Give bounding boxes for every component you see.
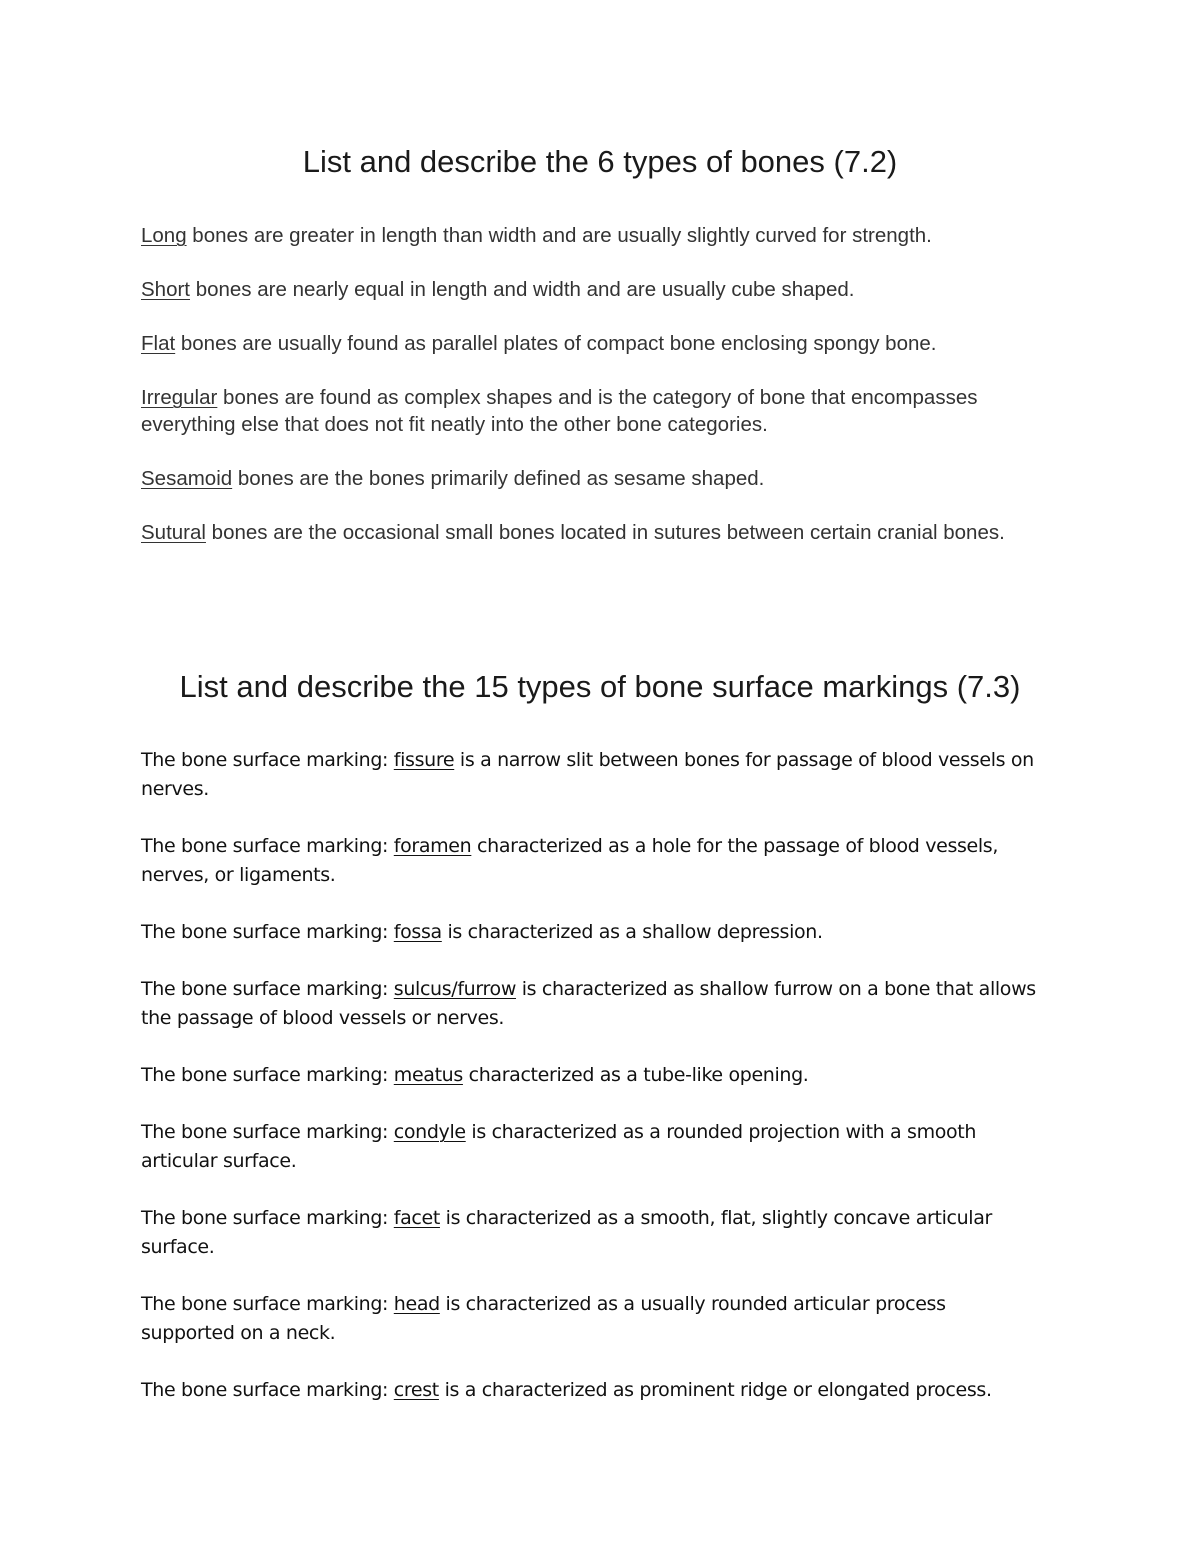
surface-marking-item bbox=[141, 975, 1041, 1033]
surface-marking-prefix: The bone surface marking: bbox=[141, 835, 394, 857]
surface-marking-item bbox=[141, 1290, 1041, 1348]
surface-marking-description: characterized as a tube-like opening. bbox=[462, 1064, 809, 1086]
bone-type-item bbox=[141, 330, 1071, 357]
surface-marking-term: head bbox=[393, 1293, 440, 1315]
surface-marking-prefix: The bone surface marking: bbox=[141, 978, 394, 1000]
surface-marking-description: is characterized as a usually rounded articular process supported on a neck. bbox=[141, 1293, 946, 1344]
surface-marking-description: is a characterized as prominent ridge or elongated process. bbox=[438, 1379, 992, 1401]
surface-marking-item bbox=[141, 1204, 1041, 1262]
surface-marking-prefix: The bone surface marking: bbox=[141, 1207, 394, 1229]
surface-marking-prefix: The bone surface marking: bbox=[141, 749, 394, 771]
bone-type-description: bones are usually found as parallel plates of compact bone enclosing spongy bone. bbox=[175, 332, 937, 355]
surface-marking-item bbox=[141, 746, 1041, 804]
bone-type-term: Flat bbox=[141, 332, 176, 355]
surface-marking-description: is a narrow slit between bones for passage of blood vessels on nerves. bbox=[141, 749, 1034, 800]
surface-marking-term: fossa bbox=[393, 921, 442, 943]
surface-marking-prefix: The bone surface marking: bbox=[141, 921, 394, 943]
bone-type-description: bones are the occasional small bones located in sutures between certain cranial bones. bbox=[205, 521, 1005, 544]
surface-marking-item bbox=[141, 1061, 1041, 1090]
bone-type-term: Long bbox=[141, 224, 187, 247]
surface-marking-item bbox=[141, 1118, 1041, 1176]
surface-marking-term: foramen bbox=[393, 835, 472, 857]
bone-type-term: Irregular bbox=[141, 386, 218, 409]
surface-marking-prefix: The bone surface marking: bbox=[141, 1064, 394, 1086]
bone-type-item bbox=[141, 519, 1071, 546]
bone-type-description: bones are nearly equal in length and width and are usually cube shaped. bbox=[190, 278, 855, 301]
surface-marking-description: is characterized as a rounded projection with a smooth articular surface. bbox=[141, 1121, 977, 1172]
surface-marking-term: facet bbox=[393, 1207, 440, 1229]
surface-marking-term: sulcus/furrow bbox=[393, 978, 517, 1000]
section-1-heading: List and describe the 6 types of bones (7.2) bbox=[302, 144, 898, 179]
surface-marking-description: is characterized as a shallow depression. bbox=[441, 921, 823, 943]
bone-type-term: Sesamoid bbox=[141, 467, 233, 490]
surface-marking-description: is characterized as shallow furrow on a bone that allows the passage of blood vessels or nerves. bbox=[141, 978, 1036, 1029]
surface-marking-item bbox=[141, 918, 1041, 947]
surface-marking-term: crest bbox=[393, 1379, 439, 1401]
bone-type-item bbox=[141, 222, 1071, 249]
surface-marking-item bbox=[141, 832, 1041, 890]
surface-markings-list bbox=[141, 746, 1041, 1433]
surface-marking-description: is characterized as a smooth, flat, slightly concave articular surface. bbox=[141, 1207, 992, 1258]
bone-type-item bbox=[141, 384, 1071, 438]
surface-marking-term: condyle bbox=[393, 1121, 466, 1143]
bone-type-item bbox=[141, 465, 1071, 492]
surface-marking-prefix: The bone surface marking: bbox=[141, 1121, 394, 1143]
bone-types-list bbox=[141, 222, 1071, 573]
bone-type-description: bones are the bones primarily defined as sesame shaped. bbox=[232, 467, 765, 490]
bone-type-item bbox=[141, 276, 1071, 303]
surface-marking-item bbox=[141, 1376, 1041, 1405]
bone-type-description: bones are found as complex shapes and is the category of bone that encompasses everything else that does not fit neatly into the other bone categories. bbox=[141, 386, 978, 436]
bone-type-description: bones are greater in length than width and are usually slightly curved for strength. bbox=[186, 224, 932, 247]
surface-marking-term: meatus bbox=[393, 1064, 463, 1086]
surface-marking-description: characterized as a hole for the passage of blood vessels, nerves, or ligaments. bbox=[141, 835, 999, 886]
bone-type-term: Sutural bbox=[141, 521, 206, 544]
surface-marking-prefix: The bone surface marking: bbox=[141, 1293, 394, 1315]
bone-type-term: Short bbox=[141, 278, 190, 301]
surface-marking-prefix: The bone surface marking: bbox=[141, 1379, 394, 1401]
section-2-heading: List and describe the 15 types of bone surface markings (7.3) bbox=[179, 669, 1021, 704]
surface-marking-term: fissure bbox=[393, 749, 455, 771]
